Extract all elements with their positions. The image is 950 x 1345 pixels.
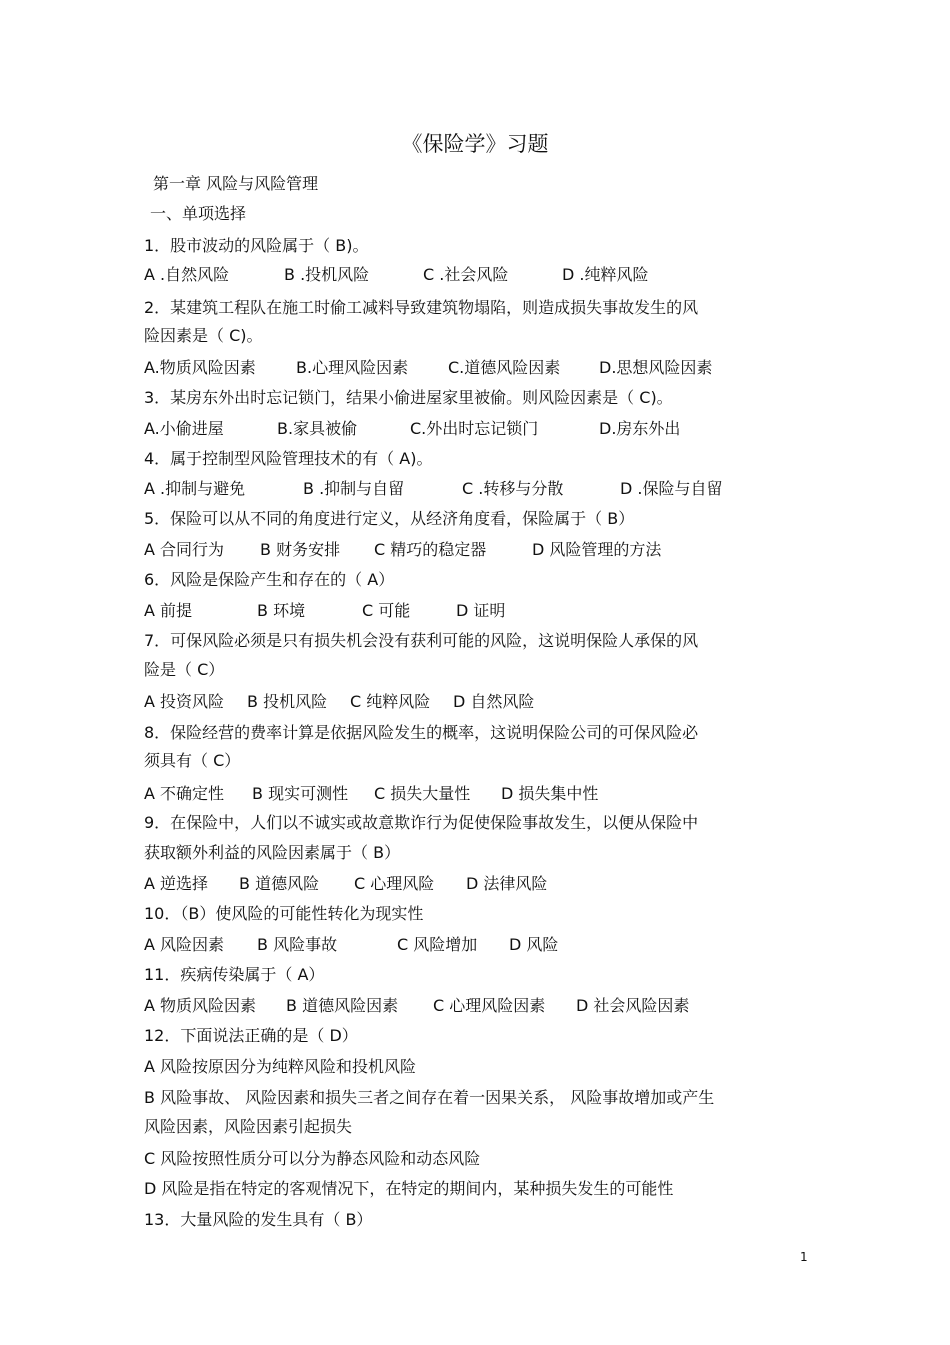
question-stem-cont: 险因素是（ C)。 [144, 326, 263, 345]
option-d: D 社会风险因素 [576, 996, 690, 1015]
option-b: B 环境 [257, 601, 306, 620]
option-d: D .纯粹风险 [562, 265, 649, 284]
option-a: A 风险按原因分为纯粹风险和投机风险 [144, 1057, 417, 1076]
option-d: D 证明 [456, 601, 506, 620]
question-stem-cont: 获取额外利益的风险因素属于（ B） [144, 843, 401, 862]
option-d: D 风险管理的方法 [532, 540, 662, 559]
option-a: A 前提 [144, 601, 193, 620]
section-heading: 一、单项选择 [150, 204, 247, 223]
option-c: C 心理风险 [354, 874, 435, 893]
option-c: C 纯粹风险 [350, 692, 431, 711]
option-a: A 逆选择 [144, 874, 209, 893]
question-stem: 4．属于控制型风险管理技术的有（ A)。 [144, 449, 433, 468]
question-stem: 10．（B）使风险的可能性转化为现实性 [144, 904, 424, 923]
document-title: 《保险学》习题 [401, 132, 549, 156]
page-number: 1 [800, 1250, 808, 1264]
option-a: A .抑制与避免 [144, 479, 246, 498]
option-b: B .抑制与自留 [303, 479, 405, 498]
option-d: D .保险与自留 [620, 479, 723, 498]
question-stem: 6．风险是保险产生和存在的（ A） [144, 570, 395, 589]
option-b: B.家具被偷 [277, 419, 358, 438]
question-stem: 3．某房东外出时忘记锁门，结果小偷进屋家里被偷。则风险因素是（ C)。 [144, 388, 673, 407]
option-c: C 心理风险因素 [433, 996, 546, 1015]
option-c: C.道德风险因素 [448, 358, 561, 377]
option-d: D 风险是指在特定的客观情况下，在特定的期间内，某种损失发生的可能性 [144, 1179, 674, 1198]
option-b: B 财务安排 [260, 540, 341, 559]
question-stem: 8．保险经营的费率计算是依据风险发生的概率，这说明保险公司的可保风险必 [144, 723, 699, 742]
option-c: C.外出时忘记锁门 [410, 419, 539, 438]
option-c: C 精巧的稳定器 [374, 540, 487, 559]
option-d: D 自然风险 [453, 692, 535, 711]
option-c: C 损失大量性 [374, 784, 471, 803]
option-b: B .投机风险 [284, 265, 370, 284]
question-stem: 2．某建筑工程队在施工时偷工减料导致建筑物塌陷，则造成损失事故发生的风 [144, 298, 699, 317]
option-b: B 风险事故、 风险因素和损失三者之间存在着一因果关系， 风险事故增加或产生 [144, 1088, 715, 1107]
option-b: B 现实可测性 [252, 784, 349, 803]
question-stem: 7．可保风险必须是只有损失机会没有获利可能的风险，这说明保险人承保的风 [144, 631, 699, 650]
option-d: D.房东外出 [599, 419, 681, 438]
option-a: A.物质风险因素 [144, 358, 256, 377]
option-a: A .自然风险 [144, 265, 230, 284]
question-stem-cont: 须具有（ C） [144, 751, 241, 770]
question-stem: 9．在保险中，人们以不诚实或故意欺诈行为促使保险事故发生，以便从保险中 [144, 813, 699, 832]
option-a: A.小偷进屋 [144, 419, 224, 438]
option-c: C .转移与分散 [462, 479, 564, 498]
option-a: A 投资风险 [144, 692, 225, 711]
option-c: C 风险按照性质分可以分为静态风险和动态风险 [144, 1149, 481, 1168]
option-b: B.心理风险因素 [296, 358, 409, 377]
option-b: B 道德风险 [239, 874, 320, 893]
option-d: D.思想风险因素 [599, 358, 713, 377]
question-stem: 12．下面说法正确的是（ D） [144, 1026, 358, 1045]
question-stem: 13．大量风险的发生具有（ B） [144, 1210, 373, 1229]
option-a: A 风险因素 [144, 935, 225, 954]
option-c: C 风险增加 [397, 935, 478, 954]
question-stem: 1．股市波动的风险属于（ B)。 [144, 236, 369, 255]
question-stem-cont: 险是（ C） [144, 660, 225, 679]
option-b-cont: 风险因素，风险因素引起损失 [144, 1117, 353, 1136]
option-a: A 物质风险因素 [144, 996, 257, 1015]
option-a: A 合同行为 [144, 540, 225, 559]
question-stem: 5．保险可以从不同的角度进行定义，从经济角度看，保险属于（ B） [144, 509, 635, 528]
question-stem: 11．疾病传染属于（ A） [144, 965, 325, 984]
option-b: B 道德风险因素 [286, 996, 399, 1015]
option-d: D 法律风险 [466, 874, 548, 893]
option-b: B 风险事故 [257, 935, 338, 954]
option-a: A 不确定性 [144, 784, 225, 803]
option-c: C .社会风险 [423, 265, 509, 284]
option-c: C 可能 [362, 601, 411, 620]
option-b: B 投机风险 [247, 692, 328, 711]
option-d: D 风险 [509, 935, 559, 954]
chapter-heading: 第一章 风险与风险管理 [153, 174, 319, 193]
option-d: D 损失集中性 [501, 784, 599, 803]
